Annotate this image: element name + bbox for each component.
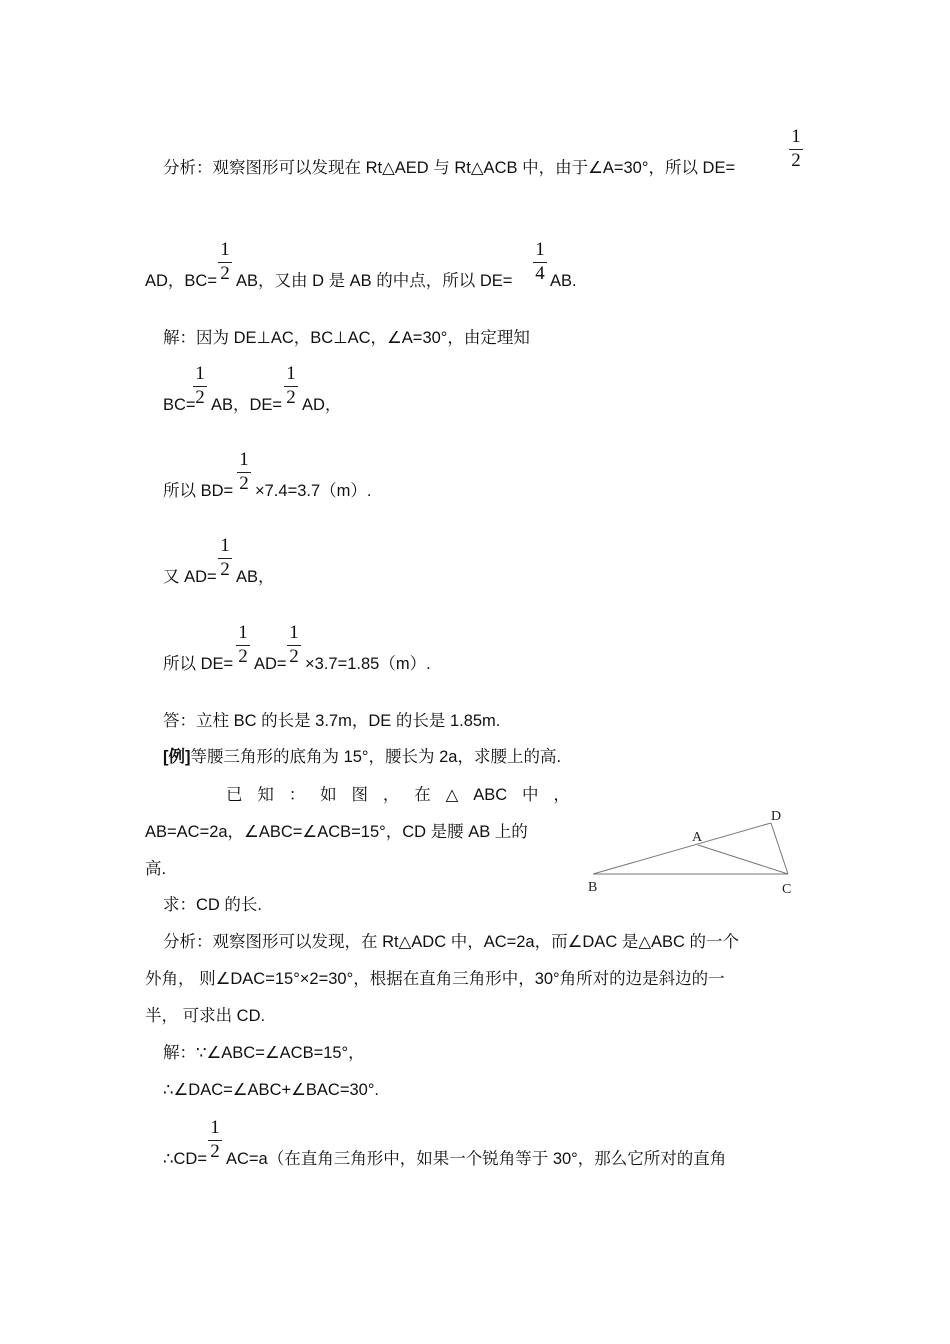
label-d: D bbox=[771, 809, 782, 824]
solution-2-line-3b: AC=a（在直角三角形中，如果一个锐角等于 30°，那么它所对的直角 bbox=[226, 1150, 727, 1168]
analysis-1-line-2c: AB. bbox=[550, 272, 577, 290]
solution-1-line-1: 解：因为 DE⊥AC，BC⊥AC，∠A=30°，由定理知 bbox=[163, 329, 530, 347]
given-word: 如 bbox=[320, 786, 337, 804]
solution-1-line-5c: ×3.7=1.85（m）. bbox=[305, 655, 431, 673]
segment-bd bbox=[593, 823, 771, 874]
solution-1-line-2a: BC= bbox=[163, 396, 196, 414]
fraction-half: 1 2 bbox=[789, 127, 803, 171]
given-word: ， bbox=[553, 786, 570, 804]
analysis-1-line-1: 分析：观察图形可以发现在 Rt△AED 与 Rt△ACB 中，由于∠A=30°，所以 DE= bbox=[163, 159, 736, 177]
solution-1-line-2c: AD， bbox=[302, 396, 342, 414]
given-word: 图 bbox=[351, 786, 368, 804]
given-line-1 bbox=[226, 785, 570, 805]
given-word: ， bbox=[382, 786, 400, 804]
solution-1-line-5b: AD= bbox=[254, 655, 287, 673]
fraction-half: 1 2 bbox=[284, 364, 298, 408]
fraction-quarter: 1 4 bbox=[533, 240, 547, 284]
solution-1-line-2b: AB，DE= bbox=[211, 396, 283, 414]
given-word: ABC bbox=[473, 786, 508, 804]
example-tag: [例] bbox=[163, 748, 191, 766]
given-word: 中 bbox=[522, 786, 539, 804]
label-b: B bbox=[588, 880, 598, 895]
given-word: △ bbox=[445, 786, 459, 804]
given-word: 知 bbox=[257, 786, 274, 804]
fraction-half: 1 2 bbox=[237, 450, 251, 494]
given-word: 在 bbox=[414, 786, 431, 804]
analysis-2-line-2: 外角， 则∠DAC=15°×2=30°，根据在直角三角形中，30°角所对的边是斜边的一 bbox=[145, 970, 725, 988]
analysis-2-line-1: 分析：观察图形可以发现，在 Rt△ADC 中，AC=2a，而∠DAC 是△ABC 的一个 bbox=[163, 933, 740, 951]
solution-2-line-2: ∴∠DAC=∠ABC+∠BAC=30°. bbox=[163, 1081, 380, 1099]
analysis-2-line-3: 半， 可求出 CD. bbox=[145, 1007, 266, 1025]
solution-1-line-3b: ×7.4=3.7（m）. bbox=[255, 482, 372, 500]
fraction-half: 1 2 bbox=[193, 364, 207, 408]
analysis-1-line-2b: AB，又由 D 是 AB 的中点，所以 DE= bbox=[236, 272, 513, 290]
given-line-3: 高. bbox=[145, 860, 167, 878]
solution-1-line-4a: 又 AD= bbox=[163, 568, 217, 586]
solution-1-line-5a: 所以 DE= bbox=[163, 655, 234, 673]
fraction-half: 1 2 bbox=[218, 536, 232, 580]
solution-2-line-1: 解：∵∠ABC=∠ACB=15°， bbox=[163, 1044, 365, 1062]
segment-ac bbox=[698, 845, 788, 874]
solution-1-line-3a: 所以 BD= bbox=[163, 482, 234, 500]
analysis-1-line-2a: AD，BC= bbox=[145, 272, 217, 290]
label-c: C bbox=[782, 882, 792, 897]
given-word: ： bbox=[288, 786, 306, 804]
solution-1-answer: 答：立柱 BC 的长是 3.7m，DE 的长是 1.85m. bbox=[163, 712, 501, 730]
fraction-half: 1 2 bbox=[236, 623, 250, 667]
segment-dc bbox=[771, 823, 788, 874]
given-word: 已 bbox=[226, 786, 243, 804]
given-line-2: AB=AC=2a，∠ABC=∠ACB=15°，CD 是腰 AB 上的 bbox=[145, 823, 528, 841]
example-problem bbox=[163, 747, 561, 767]
fraction-half: 1 2 bbox=[287, 623, 301, 667]
solution-2-line-3a: ∴CD= bbox=[163, 1150, 207, 1168]
solution-1-line-4b: AB， bbox=[236, 568, 275, 586]
find-line: 求：CD 的长. bbox=[163, 896, 262, 914]
fraction-half: 1 2 bbox=[208, 1118, 222, 1162]
example-problem-text: 等腰三角形的底角为 15°，腰长为 2a，求腰上的高. bbox=[190, 748, 562, 766]
label-a: A bbox=[692, 830, 703, 845]
fraction-half: 1 2 bbox=[218, 240, 232, 284]
triangle-figure bbox=[585, 800, 800, 900]
